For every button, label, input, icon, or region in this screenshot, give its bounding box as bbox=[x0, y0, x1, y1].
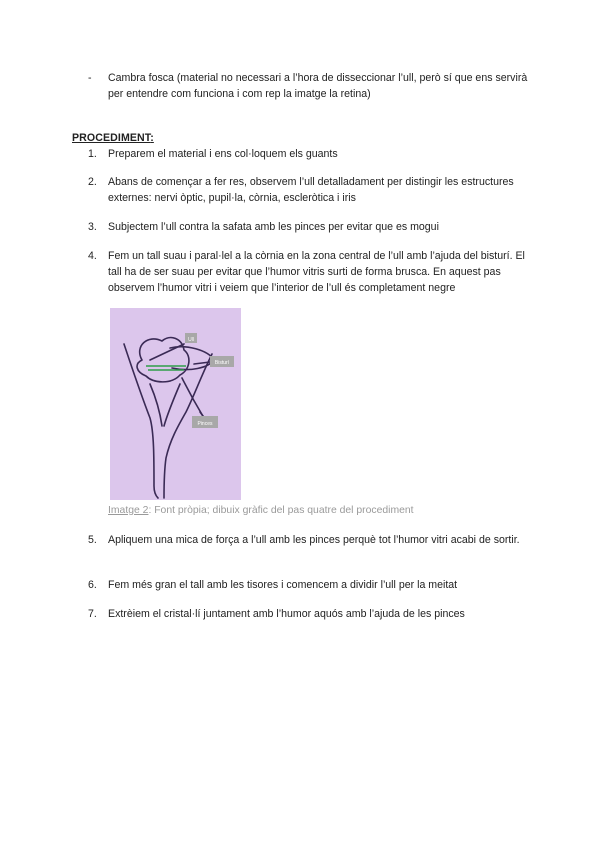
drawing-svg bbox=[110, 308, 241, 500]
label-tag-text: Pinces bbox=[197, 421, 213, 427]
heading-colon: : bbox=[150, 132, 154, 144]
step-number: 7. bbox=[88, 608, 97, 620]
label-tag-text: Bisturí bbox=[214, 360, 230, 366]
step-text: Subjectem l’ull contra la safata amb les pinces per evitar que es mogui bbox=[108, 221, 439, 233]
step-number: 6. bbox=[88, 579, 97, 591]
step-text: Fem més gran el tall amb les tisores i comencem a dividir l’ull per la meitat bbox=[108, 579, 458, 591]
caption-text: : Font pròpia; dibuix gràfic del pas quatre del procediment bbox=[148, 505, 414, 516]
step-number: 4. bbox=[88, 250, 97, 262]
step-number: 5. bbox=[88, 534, 97, 546]
step-number: 1. bbox=[88, 148, 97, 160]
step-number: 3. bbox=[88, 221, 97, 233]
heading-label: PROCEDIMENT bbox=[72, 132, 151, 144]
step-text: Fem un tall suau i paral·lel a la còrnia en la zona central de l’ull amb l’ajuda del bisturí. El tall ha de ser suau per evitar que l’humor vitris surti de forma brusca. En aquest pas observem l’humor vitri i veiem que l’interior de l’ull és completament negre bbox=[108, 250, 525, 294]
step-text: Abans de començar a fer res, observem l’ull detalladament per distingir les estructures externes: nervi òptic, pupil·la, còrnia, escleròtica i iris bbox=[108, 176, 514, 204]
optic-nerve-outline bbox=[124, 344, 158, 498]
section-heading bbox=[72, 130, 154, 146]
step-text: Apliquem una mica de força a l’ull amb les pinces perquè tot l’humor vitri acabi de sortir. bbox=[108, 534, 520, 546]
step-text: Preparem el material i ens col·loquem els guants bbox=[108, 148, 338, 160]
inner-stem-outline bbox=[164, 384, 180, 426]
inner-stem-outline bbox=[150, 384, 162, 426]
caption-reference: Imatge 2 bbox=[108, 505, 149, 516]
figure-caption bbox=[108, 503, 414, 519]
bullet-marker: - bbox=[88, 72, 92, 84]
step-number: 2. bbox=[88, 176, 97, 188]
eye-dissection-drawing bbox=[110, 308, 241, 500]
label-tag-text: Ull bbox=[188, 337, 194, 343]
eye-outline bbox=[137, 338, 189, 382]
pointer-line bbox=[150, 344, 184, 360]
step-text: Extrèiem el cristal·lí juntament amb l’humor aquós amb l’ajuda de les pinces bbox=[108, 608, 465, 620]
bullet-text: Cambra fosca (material no necessari a l’hora de disseccionar l’ull, però sí que ens servirà per entendre com funciona i com rep la imatge la retina) bbox=[108, 72, 528, 100]
